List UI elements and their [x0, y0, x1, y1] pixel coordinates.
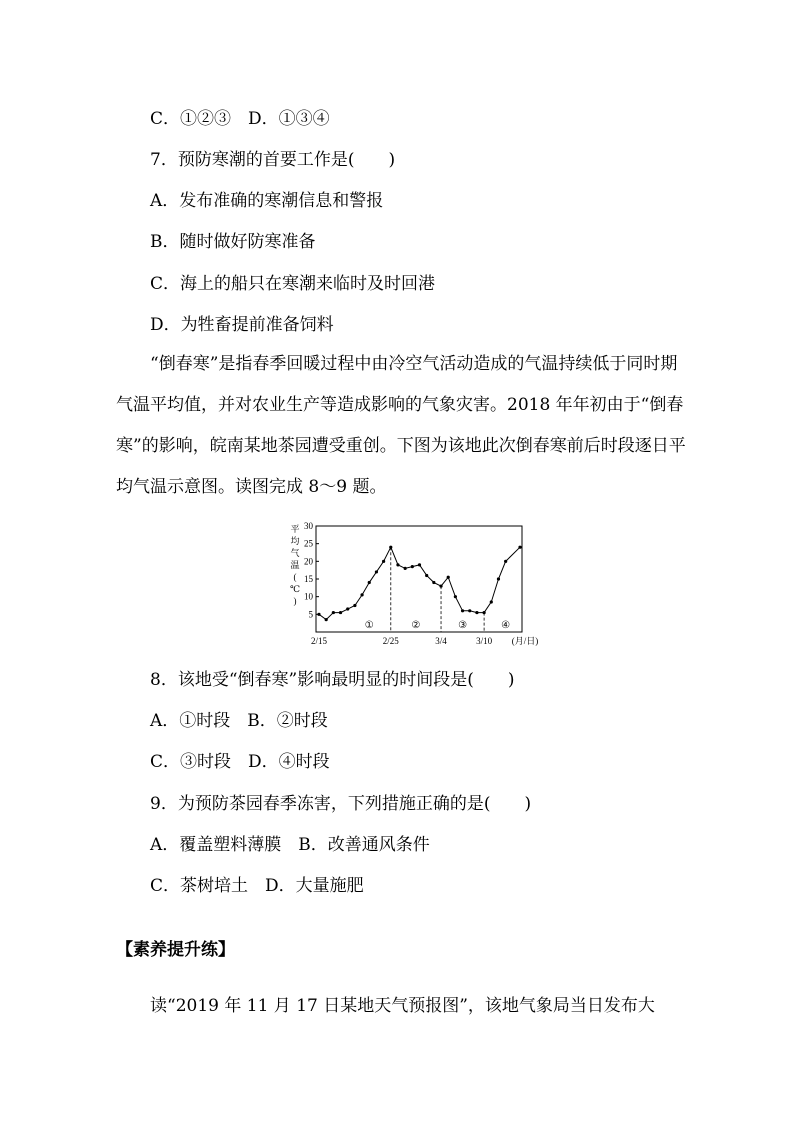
data-point	[504, 560, 507, 563]
data-point	[490, 600, 493, 603]
question7-option-a: A．发布准确的寒潮信息和警报	[150, 191, 384, 211]
temperature-points	[317, 546, 521, 622]
question8-stem: 8．该地受“倒春寒”影响最明显的时间段是( )	[150, 670, 515, 690]
question7-option-b: B．随时做好防寒准备	[150, 232, 316, 252]
data-point	[375, 570, 378, 573]
question8-options-ab: A．①时段 B．②时段	[150, 711, 328, 731]
data-point	[475, 611, 478, 614]
data-point	[418, 563, 421, 566]
question6-options-cd: C．①②③ D．①③④	[150, 109, 330, 129]
x-tick-label: 3/10	[476, 636, 493, 646]
data-point	[382, 560, 385, 563]
passage-text: “倒春寒”是指春季回暖过程中由冷空气活动造成的气温持续低于同时期气温平均值，并对农业生产等造成影响的气象灾害。2018 年年初由于“倒春寒”的影响，皖南某地茶园遭受重创。下图为该地此次倒春寒前后时段逐日平均气温示意图。读图完成 8～9 题。	[116, 354, 686, 497]
period-label: ②	[411, 620, 421, 631]
data-point	[483, 611, 486, 614]
data-point	[432, 581, 435, 584]
data-point	[439, 584, 442, 587]
data-point	[468, 609, 471, 612]
temperature-chart	[284, 520, 544, 650]
y-tick-label: 15	[304, 574, 313, 584]
data-point	[368, 581, 371, 584]
passage-paragraph	[116, 344, 686, 508]
y-axis-label-char: 平	[290, 524, 300, 534]
y-axis-label-char: ℃	[289, 584, 301, 594]
y-axis-label	[290, 524, 300, 606]
question9-options-cd: C．茶树培土 D．大量施肥	[150, 876, 364, 896]
period-label: ①	[364, 620, 374, 631]
question7-option-d: D．为牲畜提前准备饲料	[150, 315, 334, 335]
x-tick-labels	[311, 636, 493, 646]
period-labels	[365, 620, 510, 631]
y-ticks	[304, 521, 319, 619]
y-tick-label: 20	[304, 556, 313, 567]
y-tick-label: 30	[304, 521, 313, 531]
data-point	[353, 604, 356, 607]
data-point	[339, 611, 342, 614]
y-tick-label: 10	[304, 591, 313, 602]
y-axis-label-char: 均	[290, 536, 300, 546]
data-point	[360, 593, 363, 596]
data-point	[317, 613, 320, 616]
plot-frame	[316, 526, 522, 632]
question8-options-cd: C．③时段 D．④时段	[150, 752, 330, 772]
data-point	[404, 567, 407, 570]
data-point	[325, 618, 328, 621]
question9-stem: 9．为预防茶园春季冻害，下列措施正确的是( )	[150, 794, 532, 814]
data-point	[396, 563, 399, 566]
data-point	[389, 546, 392, 549]
section-title: 【素养提升练】	[116, 940, 235, 960]
question9-options-ab: A．覆盖塑料薄膜 B．改善通风条件	[150, 835, 430, 855]
period-label: ③	[458, 620, 468, 631]
x-tick-label: 3/4	[435, 636, 447, 646]
data-point	[411, 565, 414, 568]
x-tick-label: 2/25	[382, 636, 399, 646]
y-axis-label-char: 温	[290, 560, 300, 570]
y-axis-label-char: (	[293, 572, 297, 582]
data-point	[332, 611, 335, 614]
last-passage-text: 读“2019 年 11 月 17 日某地天气预报图”，该地气象局当日发布大	[150, 996, 655, 1016]
data-point	[518, 546, 521, 549]
question7-stem: 7．预防寒潮的首要工作是( )	[150, 150, 396, 170]
period-label: ④	[501, 620, 511, 631]
data-point	[425, 574, 428, 577]
data-point	[447, 576, 450, 579]
y-axis-label-char: )	[293, 596, 297, 606]
last-passage	[116, 986, 686, 1027]
data-point	[497, 577, 500, 580]
y-tick-label: 25	[304, 538, 313, 549]
period-dividers	[391, 547, 484, 632]
data-point	[454, 595, 457, 598]
x-tick-label: 2/15	[310, 636, 328, 646]
y-tick-label: 5	[308, 609, 313, 620]
question7-option-c: C．海上的船只在寒潮来临时及时回港	[150, 274, 436, 294]
data-point	[461, 609, 464, 612]
y-axis-label-char: 气	[290, 548, 300, 558]
x-axis-label: (月/日)	[511, 636, 539, 646]
data-point	[346, 607, 349, 610]
